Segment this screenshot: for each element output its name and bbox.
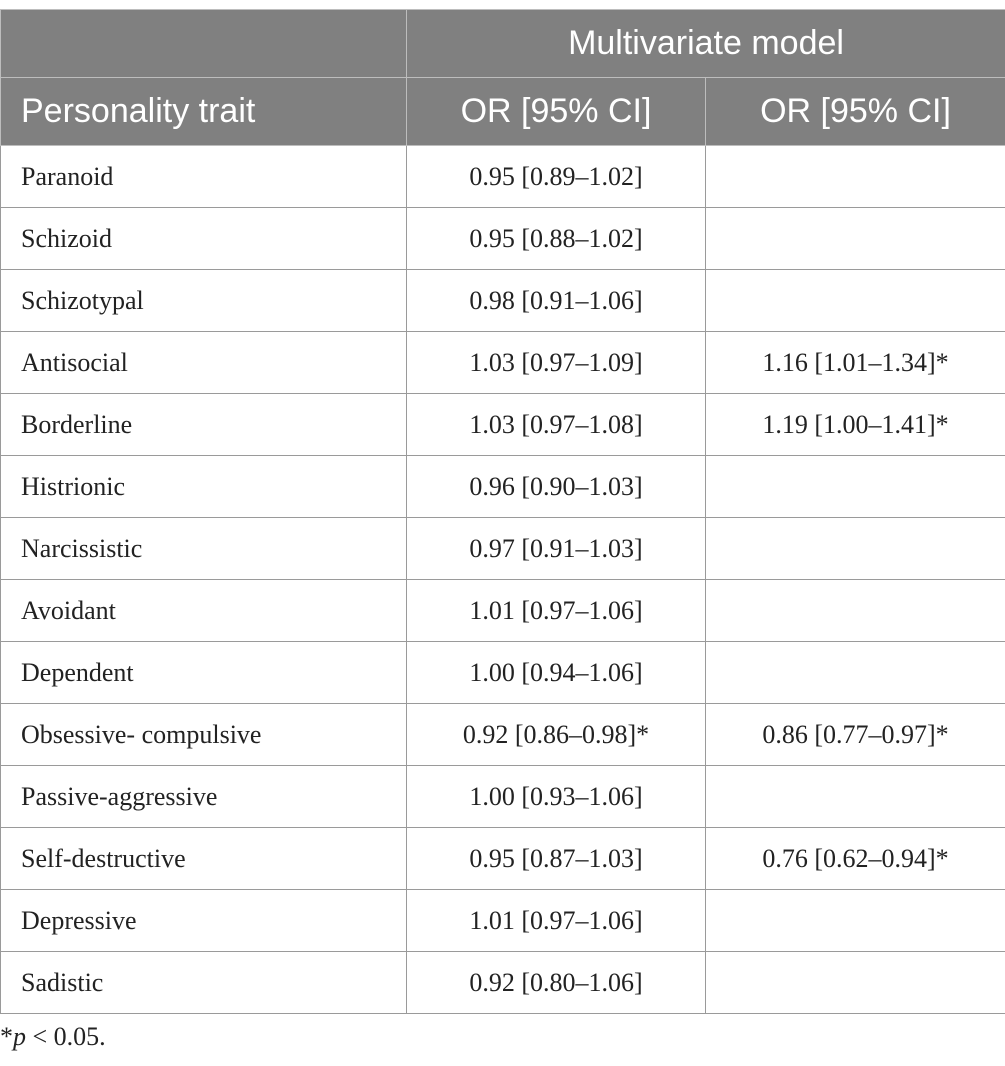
table-row: [1, 580, 1005, 642]
or-cell-2: [706, 456, 1005, 518]
or-cell-2: [706, 766, 1005, 828]
personality-trait-header: Personality trait: [1, 78, 407, 146]
or-cell-1: 0.92 [0.80–1.06]: [407, 952, 706, 1014]
table-row: [1, 952, 1005, 1014]
trait-cell: Sadistic: [1, 952, 407, 1014]
trait-cell: Histrionic: [1, 456, 407, 518]
or-cell-2: [706, 890, 1005, 952]
header-row-columns: [1, 78, 1005, 146]
or-cell-2: 0.76 [0.62–0.94]*: [706, 828, 1005, 890]
table-row: [1, 828, 1005, 890]
or-cell-2: [706, 208, 1005, 270]
table-body: [1, 146, 1005, 1014]
or-cell-1: 1.01 [0.97–1.06]: [407, 890, 706, 952]
trait-cell: Avoidant: [1, 580, 407, 642]
or-cell-1: 0.95 [0.88–1.02]: [407, 208, 706, 270]
table-row: [1, 642, 1005, 704]
footnote-star: *: [0, 1022, 13, 1051]
multivariate-model-header: Multivariate model: [407, 10, 1005, 78]
or-cell-1: 0.95 [0.89–1.02]: [407, 146, 706, 208]
or-cell-1: 1.00 [0.93–1.06]: [407, 766, 706, 828]
trait-cell: Obsessive- compulsive: [1, 704, 407, 766]
or-cell-2: 0.86 [0.77–0.97]*: [706, 704, 1005, 766]
significance-footnote: [0, 1022, 106, 1052]
or-ci-header-2: OR [95% CI]: [706, 78, 1005, 146]
table-row: [1, 518, 1005, 580]
trait-cell: Schizoid: [1, 208, 407, 270]
trait-cell: Narcissistic: [1, 518, 407, 580]
or-cell-2: [706, 146, 1005, 208]
footnote-threshold: < 0.05.: [26, 1022, 106, 1051]
header-row-group: [1, 10, 1005, 78]
footnote-p-symbol: p: [13, 1022, 26, 1051]
odds-ratio-table: [0, 9, 1005, 1014]
trait-cell: Paranoid: [1, 146, 407, 208]
trait-cell: Borderline: [1, 394, 407, 456]
or-ci-header-1: OR [95% CI]: [407, 78, 706, 146]
or-cell-1: 1.03 [0.97–1.09]: [407, 332, 706, 394]
table-row: [1, 890, 1005, 952]
trait-cell: Depressive: [1, 890, 407, 952]
table-row: [1, 766, 1005, 828]
trait-cell: Passive-aggressive: [1, 766, 407, 828]
or-cell-1: 1.00 [0.94–1.06]: [407, 642, 706, 704]
table-row: [1, 270, 1005, 332]
trait-cell: Schizotypal: [1, 270, 407, 332]
or-cell-1: 1.01 [0.97–1.06]: [407, 580, 706, 642]
or-cell-1: 1.03 [0.97–1.08]: [407, 394, 706, 456]
table-row: [1, 704, 1005, 766]
or-cell-2: [706, 270, 1005, 332]
or-cell-1: 0.92 [0.86–0.98]*: [407, 704, 706, 766]
table-row: [1, 456, 1005, 518]
or-cell-2: 1.19 [1.00–1.41]*: [706, 394, 1005, 456]
or-cell-2: [706, 642, 1005, 704]
trait-cell: Antisocial: [1, 332, 407, 394]
table-row: [1, 208, 1005, 270]
header-blank-cell: [1, 10, 407, 78]
or-cell-1: 0.95 [0.87–1.03]: [407, 828, 706, 890]
table-header: [1, 10, 1005, 146]
or-cell-2: [706, 580, 1005, 642]
or-cell-1: 0.96 [0.90–1.03]: [407, 456, 706, 518]
table-row: [1, 332, 1005, 394]
trait-cell: Dependent: [1, 642, 407, 704]
or-cell-2: [706, 518, 1005, 580]
or-cell-1: 0.97 [0.91–1.03]: [407, 518, 706, 580]
or-cell-2: [706, 952, 1005, 1014]
table-row: [1, 394, 1005, 456]
or-cell-1: 0.98 [0.91–1.06]: [407, 270, 706, 332]
table-row: [1, 146, 1005, 208]
trait-cell: Self-destructive: [1, 828, 407, 890]
or-cell-2: 1.16 [1.01–1.34]*: [706, 332, 1005, 394]
